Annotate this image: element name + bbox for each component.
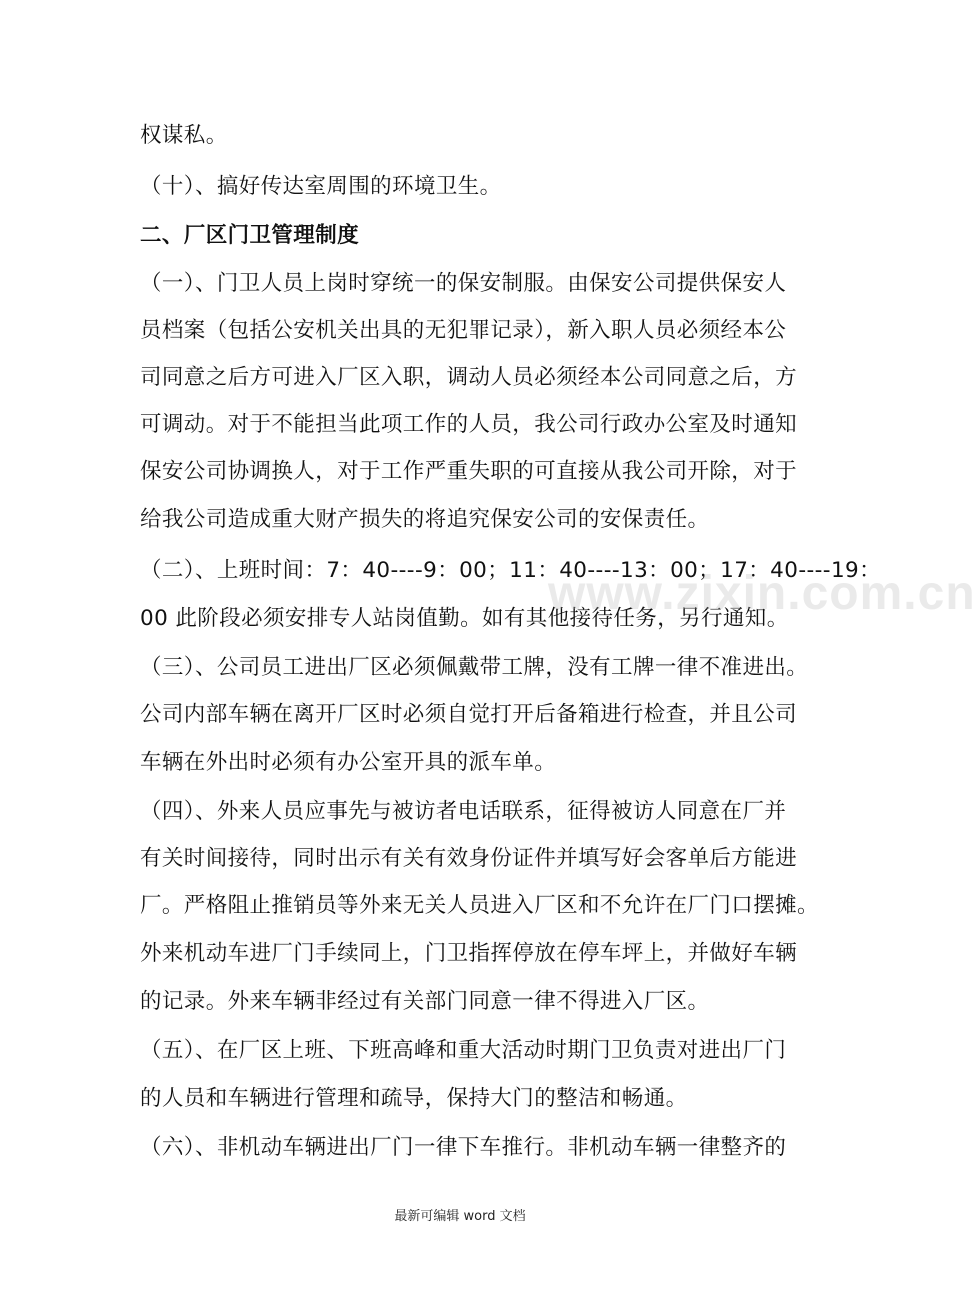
text-line: 车辆在外出时必须有办公室开具的派车单。 [140, 750, 557, 775]
text-line: （十）、搞好传达室周围的环境卫生。 [140, 174, 502, 199]
page-footer: 最新可编辑 word 文档 [394, 1209, 526, 1224]
text-line: （三）、公司员工进出厂区必须佩戴带工牌，没有工牌一律不准进出。 [140, 655, 809, 680]
text-line: 保安公司协调换人，对于工作严重失职的可直接从我公司开除，对于 [140, 459, 798, 484]
text-line: 厂。严格阻止推销员等外来无关人员进入厂区和不允许在厂门口摆摊。 [140, 893, 819, 918]
text-line: 有关时间接待，同时出示有关有效身份证件并填写好会客单后方能进 [140, 846, 798, 871]
text-line: 外来机动车进厂门手续同上，门卫指挥停放在停车坪上，并做好车辆 [140, 941, 798, 966]
text-line: 的人员和车辆进行管理和疏导，保持大门的整洁和畅通。 [140, 1086, 688, 1111]
text-line: 权谋私。 [140, 123, 228, 148]
text-line: 00 此阶段必须安排专人站岗值勤。如有其他接待任务，另行通知。 [140, 606, 789, 631]
text-line: （四）、外来人员应事先与被访者电话联系，征得被访人同意在厂并 [140, 799, 787, 824]
text-line: （二）、上班时间：7：40----9：00；11：40----13：00；17：40----19： [140, 558, 882, 583]
text-line: （一）、门卫人员上岗时穿统一的保安制服。由保安公司提供保安人 [140, 271, 787, 296]
text-line: 可调动。对于不能担当此项工作的人员，我公司行政办公室及时通知 [140, 412, 798, 437]
text-line: 的记录。外来车辆非经过有关部门同意一律不得进入厂区。 [140, 989, 710, 1014]
text-line: 员档案（包括公安机关出具的无犯罪记录），新入职人员必须经本公 [140, 318, 787, 343]
text-line: （六）、非机动车辆进出厂门一律下车推行。非机动车辆一律整齐的 [140, 1135, 787, 1160]
text-line: （五）、在厂区上班、下班高峰和重大活动时期门卫负责对进出厂门 [140, 1038, 787, 1063]
text-line: 司同意之后方可进入厂区入职，调动人员必须经本公司同意之后，方 [140, 365, 798, 390]
watermark: www.zixin.com.cn [548, 567, 976, 620]
section-heading: 二、厂区门卫管理制度 [140, 223, 360, 248]
text-line: 给我公司造成重大财产损失的将追究保安公司的安保责任。 [140, 507, 710, 532]
text-line: 公司内部车辆在离开厂区时必须自觉打开后备箱进行检查，并且公司 [140, 702, 798, 727]
